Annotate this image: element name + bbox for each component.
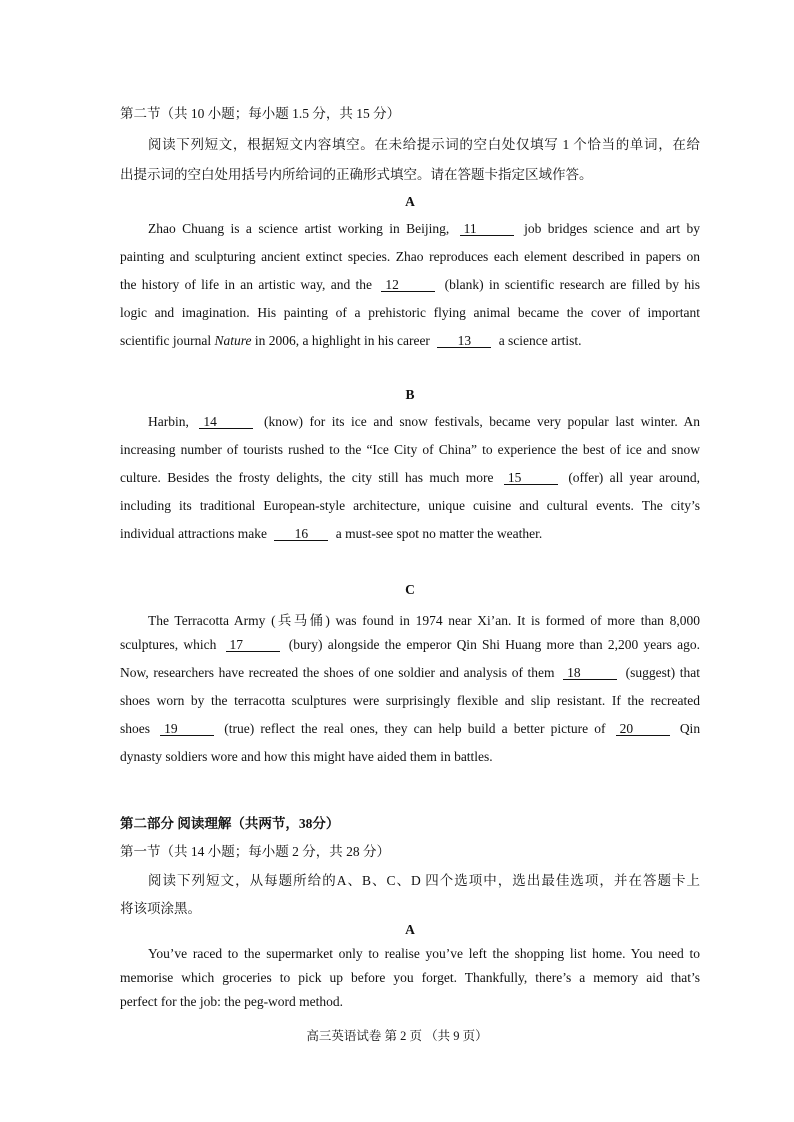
passage-b-line4: including its traditional European-style architecture, unique cuisine and cultural events. The city’s — [120, 498, 700, 513]
passage-c-line4: shoes worn by the terracotta sculptures were surprisingly flexible and slip resistant. If the recreated — [120, 693, 700, 708]
passage-a-line2: painting and sculpturing ancient extinct species. Zhao reproduces each element described in papers on — [120, 249, 700, 264]
passage-a2-heading: A — [405, 922, 415, 937]
part2-instructions-line2: 将该项涂黑。 — [120, 901, 201, 916]
section2-header: 第二节（共 10 小题；每小题 1.5 分，共 15 分） — [120, 106, 401, 121]
part2-header: 第二部分 阅读理解（共两节，38分） — [120, 816, 340, 831]
passage-a2-line1: You’ve raced to the supermarket only to realise you’ve left the shopping list home. You need to — [148, 946, 700, 961]
blank-12: 12 — [381, 278, 435, 292]
passage-a-line4: logic and imagination. His painting of a prehistoric flying animal became the cover of important — [120, 305, 700, 320]
passage-a2-line3: perfect for the job: the peg-word method. — [120, 994, 344, 1009]
blank-20: 20 — [616, 722, 670, 736]
passage-a-line3: the history of life in an artistic way, and the 12 (blank) in scientific research are filled by his — [120, 277, 701, 292]
passage-b-line5: individual attractions make 16 a must-see spot no matter the weather. — [120, 526, 543, 541]
passage-b-line2: increasing number of tourists rushed to the “Ice City of China” to experience the best of ice and snow — [120, 442, 700, 457]
passage-a2-line2: memorise which groceries to pick up before you forget. Thankfully, there’s a memory aid that’s — [120, 970, 700, 985]
passage-a-line5: scientific journal Nature in 2006, a highlight in his career 13 a science artist. — [120, 333, 582, 348]
blank-14: 14 — [199, 415, 253, 429]
blank-11: 11 — [460, 222, 514, 236]
passage-c-heading: C — [405, 582, 415, 597]
blank-19: 19 — [160, 722, 214, 736]
passage-b-line1: Harbin, 14 (know) for its ice and snow festivals, became very popular last winter. An — [148, 414, 701, 429]
passage-a-line1: Zhao Chuang is a science artist working in Beijing, 11 job bridges science and art by — [148, 221, 700, 236]
blank-16: 16 — [274, 527, 328, 541]
passage-c-line2: sculptures, which 17 (bury) alongside the emperor Qin Shi Huang more than 2,200 years ago. — [120, 637, 701, 652]
part2-instructions-line1: 阅读下列短文，从每题所给的A、B、C、D 四个选项中，选出最佳选项，并在答题卡上 — [148, 873, 700, 888]
passage-c-line5: shoes 19 (true) reflect the real ones, they can help build a better picture of 20 Qin — [120, 721, 701, 736]
section2-instructions-line2: 出提示词的空白处用括号内所给词的正确形式填空。请在答题卡指定区域作答。 — [120, 167, 593, 182]
passage-c-line3: Now, researchers have recreated the shoes of one soldier and analysis of them 18 (suggest) that — [120, 665, 700, 680]
passage-b-line3: culture. Besides the frosty delights, the city still has much more 15 (offer) all year around, — [120, 470, 701, 485]
passage-c-line1: The Terracotta Army (兵马俑) was found in 1974 near Xi’an. It is formed of more than 8,000 — [148, 613, 700, 628]
part2-section1-header: 第一节（共 14 小题；每小题 2 分，共 28 分） — [120, 844, 390, 859]
blank-17: 17 — [226, 638, 280, 652]
blank-18: 18 — [563, 666, 617, 680]
passage-c-line6: dynasty soldiers wore and how this might have aided them in battles. — [120, 749, 493, 764]
blank-15: 15 — [504, 471, 558, 485]
blank-13: 13 — [437, 334, 491, 348]
passage-b-heading: B — [405, 387, 415, 402]
section2-instructions-line1: 阅读下列短文，根据短文内容填空。在未给提示词的空白处仅填写 1 个恰当的单词，在给 — [148, 137, 700, 152]
page-footer: 高三英语试卷 第 2 页 （共 9 页） — [306, 1029, 488, 1043]
passage-a-heading: A — [405, 194, 415, 209]
